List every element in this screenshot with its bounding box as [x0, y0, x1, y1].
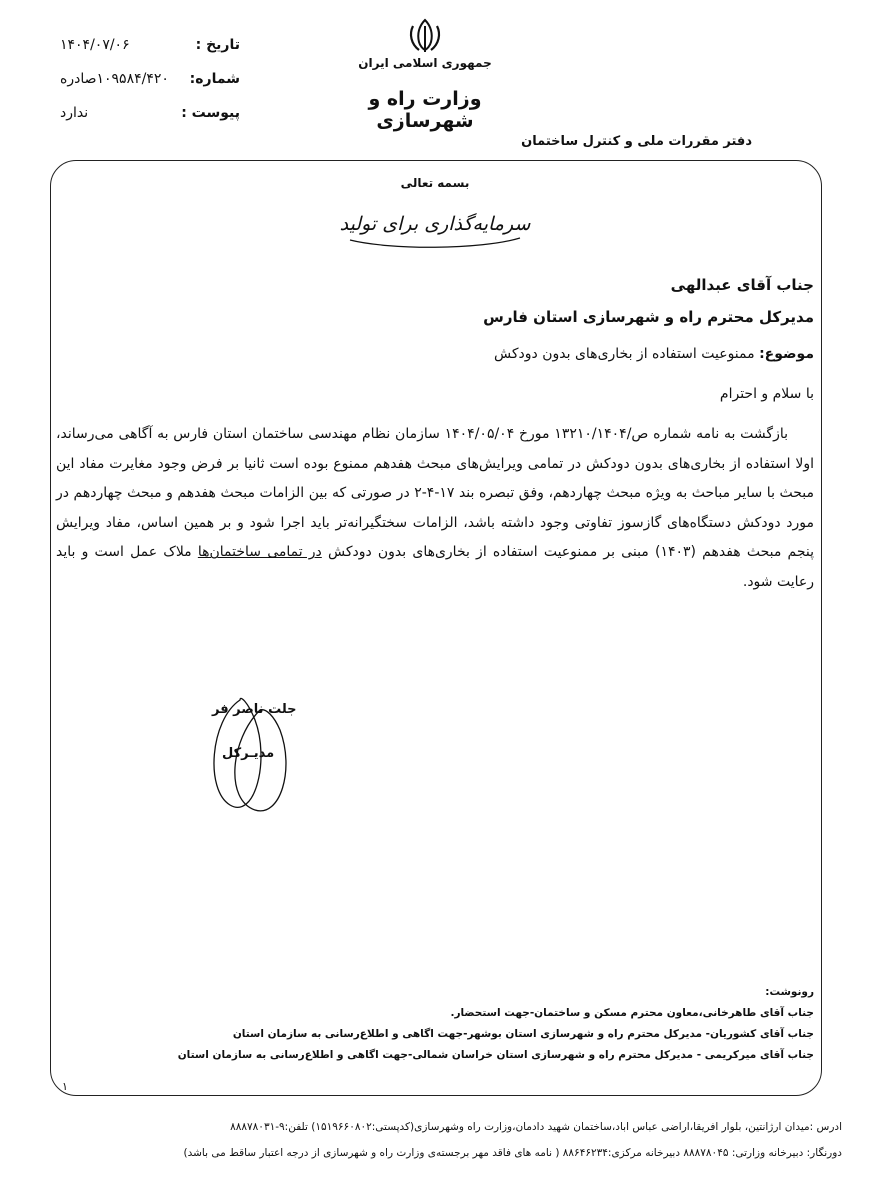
country-name: جمهوری اسلامی ایران: [358, 56, 492, 70]
slogan-calligraphy: [320, 200, 550, 256]
cc-line: جناب آقای میرکریمی - مدیرکل محترم راه و شهرسازی استان خراسان شمالی-جهت اگاهی و اطلاع‌رسانی به سازمان استان: [177, 1049, 814, 1061]
cc-block: [178, 982, 814, 1066]
subject-text: ممنوعیت استفاده از بخاری‌های بدون دودکش: [494, 346, 755, 362]
subject-line: [494, 346, 814, 362]
slogan-text: سرمایه‌گذاری برای تولید: [339, 213, 531, 235]
office-name: دفتر مقررات ملی و کنترل ساختمان: [521, 134, 752, 149]
number-label: شماره:: [189, 71, 240, 87]
attachment-value: ندارد: [60, 105, 89, 121]
attachment-row: [60, 96, 240, 130]
body-underlined: در تمامی ساختمان‌ها: [197, 544, 322, 561]
body-part-1: بازگشت به نامه شماره ص/۱۳۲۱۰/۱۴۰۴ مورخ ۱۴۰۴/۰۵/۰۴ سازمان نظام مهندسی ساختمان استان فارس به آگاهی می‌رساند، اولا استفاده از بخاری‌های بدون دودکش در تمامی ویرایش‌های مبحث هفدهم ممنوع بوده است ثانیا بر فرض وجود مغایرت مفاد این مبحث با سایر مباحث به ویژه مبحث چهاردهم، وفق تبصره بند ۱۷-۴-۲ در صورتی که بین الزامات مبحث هفدهم و مبحث چهاردهم در مورد دودکش دستگاه‌های گازسوز تفاوتی وجود داشته باشد، الزامات سختگیرانه‌تر باید اجرا شود و بر همین اساس، مفاد ویرایش پنجم مبحث هفدهم (۱۴۰۳) مبنی بر ممنوعیت استفاده از بخاری‌های بدون دودکش: [56, 426, 815, 561]
cc-line: جناب آقای کشوریان- مدیرکل محترم راه و شهرسازی استان بوشهر-جهت اگاهی و اطلاع‌رسانی به سازمان استان: [232, 1028, 814, 1040]
signer-title: مدیـرکل: [222, 746, 275, 761]
letter-meta: [60, 28, 240, 130]
subject-label: موضوع:: [759, 346, 814, 362]
number-row: [60, 62, 240, 96]
number-value: ۱۰۹۵۸۴/۴۲۰صادره: [60, 71, 169, 87]
page-number: ۱: [62, 1080, 68, 1093]
attachment-label: پیوست :: [181, 105, 240, 121]
footer: [20, 1114, 842, 1166]
date-row: [60, 28, 240, 62]
letter-frame: [50, 160, 822, 1096]
recipient-name: جناب آقای عبدالهی: [670, 276, 814, 294]
date-label: تاریخ :: [195, 37, 240, 53]
ministry-name: وزارت راه و شهرسازی: [368, 88, 482, 132]
basmala: بسمه تعالی: [400, 176, 470, 190]
footer-fax: دورنگار: دبیرخانه وزارتی: ۸۸۸۷۸۰۴۵ دبیرخانه مرکزی:۸۸۶۴۶۲۳۴ ( نامه های فاقد مهر برجسته‌ی وزارت راه و شهرسازی از درجه اعتبار ساقط می باشد): [183, 1147, 842, 1159]
iran-emblem-icon: [405, 16, 445, 56]
footer-address: ادرس :میدان ارژانتین، بلوار افریقا،اراضی عباس اباد،ساختمان شهید دادمان،وزارت راه وشهرسازی(کدپستی:۱۵۱۹۶۶۰۸۰۲) تلفن:۹-۸۸۸۷۸۰۳۱: [230, 1121, 842, 1133]
date-value: ۱۴۰۴/۰۷/۰۶: [60, 37, 130, 53]
signer-name: جلت ناصر فر: [212, 702, 297, 717]
recipient-title: مدیرکل محترم راه و شهرسازی استان فارس: [483, 308, 814, 326]
body-part-2: ملاک عمل است و باید رعایت شود.: [56, 544, 814, 590]
letter-body: [56, 420, 814, 598]
cc-line: جناب آقای طاهرخانی،معاون محترم مسکن و ساختمان-جهت استحضار.: [450, 1007, 814, 1019]
greeting: با سلام و احترام: [719, 386, 814, 402]
cc-label: رونوشت:: [765, 986, 814, 998]
